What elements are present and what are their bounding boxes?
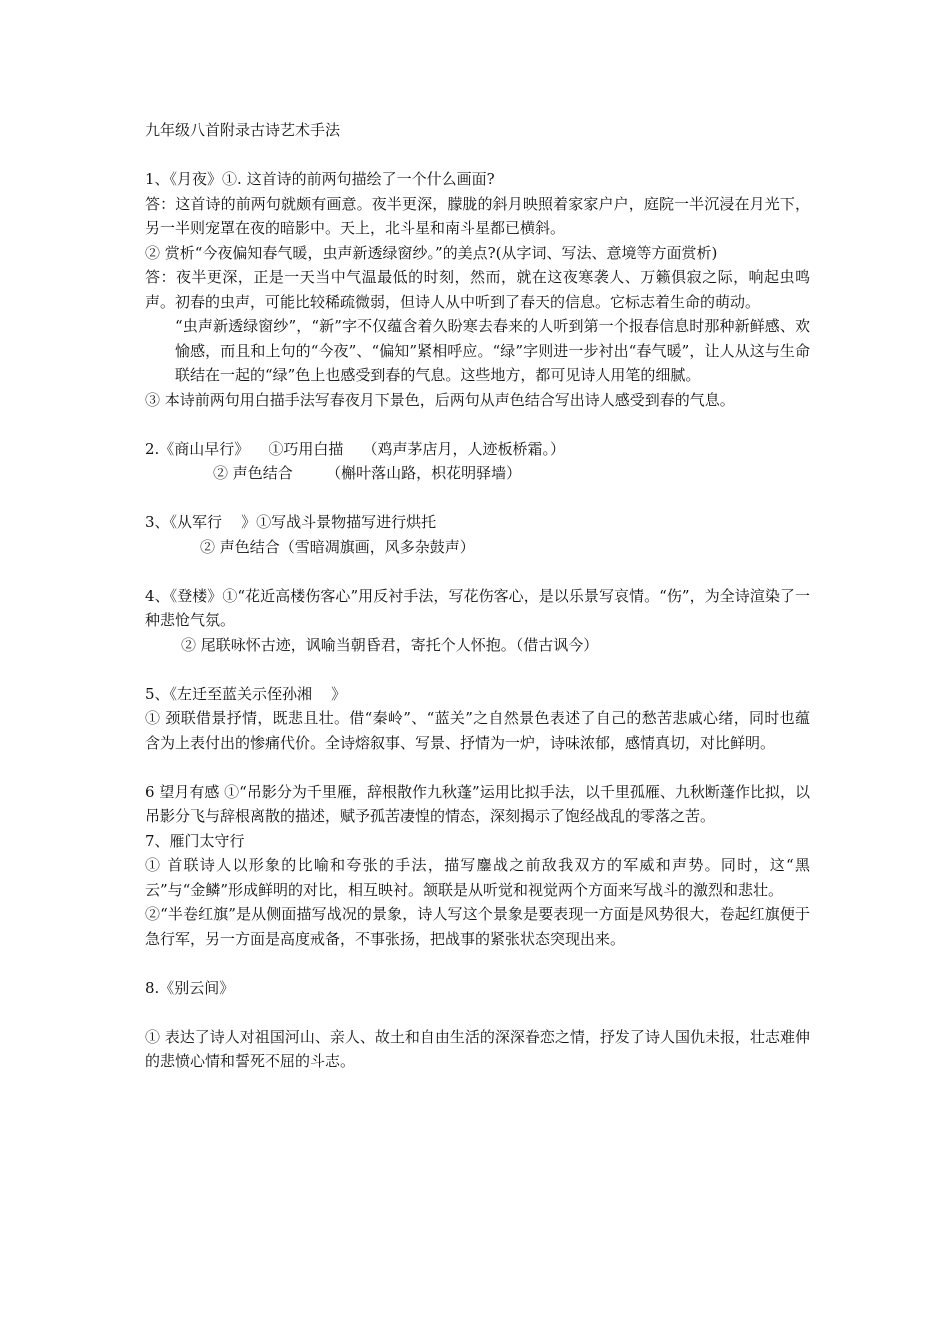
section-5-point-1: ① 颈联借景抒情，既悲且壮。借“秦岭”、“蓝关”之自然景色表述了自己的愁苦悲戚心绪，同时也蕴含为上表付出的惨痛代价。全诗熔叙事、写景、抒情为一炉，诗味浓郁，感情真切，对比鲜明。 [145, 709, 810, 752]
section-7-heading: 7、雁门太守行 [145, 831, 245, 850]
spacer [145, 559, 810, 584]
section-4-point-2: ② 尾联咏怀古迹，讽喻当朝昏君，寄托个人怀抱。（借古讽今） [181, 635, 599, 654]
section-8-point-1: ① 表达了诗人对祖国河山、亲人、故土和自由生活的深深眷恋之情，抒发了诗人国仇未报，壮志难伸的悲愤心情和誓死不屈的斗志。 [145, 1027, 810, 1070]
section-2-line-1: 2.《商山早行》 ①巧用白描 （鸡声茅店月，人迹板桥霜。） [145, 439, 565, 458]
section-5-heading: 5、《左迁至蓝关示侄孙湘 》 [145, 684, 347, 703]
section-1-point-3: ③ 本诗前两句用白描手法写春夜月下景色，后两句从声色结合写出诗人感受到春的气息。 [145, 390, 735, 409]
section-1-answer-2: 答：夜半更深，正是一天当中气温最低的时刻，然而，就在这夜寒袭人、万籁俱寂之际，响起虫鸣声。初春的虫声，可能比较稀疏微弱，但诗人从中听到了春天的信息。它标志着生命的萌动。 [145, 268, 810, 311]
spacer [145, 951, 810, 976]
section-7-point-2: ②“半卷红旗”是从侧面描写战况的景象，诗人写这个景象是要表现一方面是风势很大，卷起红旗便于急行军，另一方面是高度戒备，不事张扬，把战事的紧张状态突现出来。 [145, 905, 810, 948]
document-page [145, 118, 810, 1074]
spacer [145, 755, 810, 780]
section-1-question-2: ② 赏析“今夜偏知春气暖，虫声新透绿窗纱。”的美点?(从字词、写法、意境等方面赏析) [145, 243, 718, 262]
spacer [145, 657, 810, 682]
section-1-heading: 1、《月夜》①. 这首诗的前两句描绘了一个什么画面? [145, 170, 495, 188]
document-title: 九年级八首附录古诗艺术手法 [145, 121, 341, 139]
section-6-point-1: 6 望月有感 ①“吊影分为千里雁，辞根散作九秋蓬”运用比拟手法，以千里孤雁、九秋断蓬作比拟，以吊影分飞与辞根离散的描述，赋予孤苦凄惶的情态，深刻揭示了饱经战乱的零落之苦。 [145, 782, 810, 825]
section-1-answer-2-continued: “虫声新透绿窗纱”，“新”字不仅蕴含着久盼寒去春来的人听到第一个报春信息时那种新鲜感、欢愉感，而且和上句的“今夜”、“偏知”紧相呼应。“绿”字则进一步衬出“春气暖”，让人从这与生命联结在一起的“绿”色上也感受到春的气息。这些地方，都可见诗人用笔的细腻。 [175, 317, 810, 384]
section-3-line-1: 3、《从军行 》①写战斗景物描写进行烘托 [145, 513, 437, 531]
section-1-answer-1: 答：这首诗的前两句就颇有画意。夜半更深，朦胧的斜月映照着家家户户，庭院一半沉浸在月光下，另一半则宠罩在夜的暗影中。天上，北斗星和南斗星都已横斜。 [145, 194, 810, 237]
section-7-point-1: ① 首联诗人以形象的比喻和夸张的手法，描写鏖战之前敌我双方的军威和声势。同时，这“黑云”与“金鳞”形成鲜明的对比，相互映衬。颔联是从听觉和视觉两个方面来写战斗的激烈和悲壮。 [145, 856, 810, 899]
section-4-point-1: 4、《登楼》①“花近高楼伤客心”用反衬手法，写花伤客心，是以乐景写哀情。“伤”，为全诗渲染了一种悲怆气氛。 [145, 586, 810, 629]
spacer [145, 1000, 810, 1025]
spacer [145, 412, 810, 437]
spacer [145, 143, 810, 168]
section-2-line-2: ② 声色结合 （槲叶落山路，枳花明驿墙） [213, 464, 522, 482]
spacer [145, 486, 810, 511]
section-8-heading: 8.《别云间》 [145, 978, 235, 997]
section-3-line-2: ② 声色结合（雪暗凋旗画，风多杂鼓声） [200, 537, 475, 556]
